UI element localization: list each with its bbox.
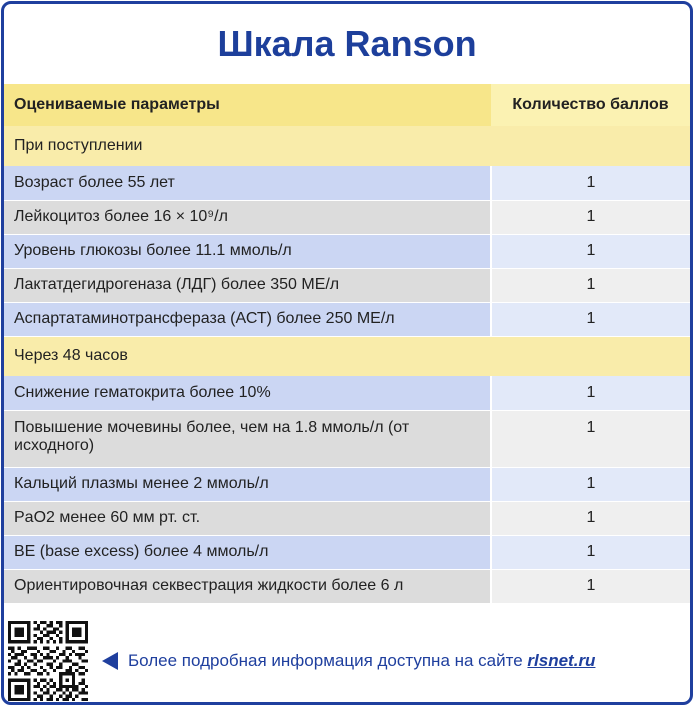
section-label: При поступлении [4, 126, 690, 166]
table-row [4, 268, 690, 302]
table-row [4, 501, 690, 535]
score-cell: 1 [491, 410, 690, 467]
footer-text [128, 651, 595, 671]
score-cell: 1 [491, 376, 690, 410]
param-cell: Аспартатаминотрансфераза (АСТ) более 250 МЕ/л [4, 302, 491, 336]
param-cell: Лактатдегидрогеназа (ЛДГ) более 350 МЕ/л [4, 268, 491, 302]
section-row [4, 336, 690, 376]
score-cell: 1 [491, 535, 690, 569]
ranson-card [1, 1, 693, 705]
param-cell: Повышение мочевины более, чем на 1.8 ммоль/л (от исходного) [4, 410, 491, 467]
table-header-row [4, 84, 690, 126]
param-cell: Лейкоцитоз более 16 × 10⁹/л [4, 200, 491, 234]
table-row [4, 166, 690, 200]
qr-code-icon[interactable] [8, 621, 88, 701]
param-cell: Уровень глюкозы более 11.1 ммоль/л [4, 234, 491, 268]
score-cell: 1 [491, 569, 690, 603]
param-cell: Снижение гематокрита более 10% [4, 376, 491, 410]
param-cell: PaO2 менее 60 мм рт. ст. [4, 501, 491, 535]
param-cell: Ориентировочная секвестрация жидкости более 6 л [4, 569, 491, 603]
site-link[interactable]: rlsnet.ru [527, 651, 596, 670]
table-row [4, 376, 690, 410]
arrow-left-icon [102, 652, 118, 670]
score-cell: 1 [491, 467, 690, 501]
score-cell: 1 [491, 302, 690, 336]
ranson-table [4, 84, 690, 604]
table-row [4, 535, 690, 569]
table-row [4, 234, 690, 268]
table-row [4, 410, 690, 467]
score-cell: 1 [491, 166, 690, 200]
footer-message: Более подробная информация доступна на сайте [128, 651, 523, 670]
score-cell: 1 [491, 268, 690, 302]
table-row [4, 569, 690, 603]
page-title: Шкала Ranson [217, 23, 477, 64]
score-cell: 1 [491, 200, 690, 234]
table-row [4, 200, 690, 234]
header-param: Оцениваемые параметры [4, 84, 491, 126]
score-cell: 1 [491, 234, 690, 268]
header-score: Количество баллов [491, 84, 690, 126]
table-row [4, 467, 690, 501]
param-cell: Возраст более 55 лет [4, 166, 491, 200]
param-cell: BE (base excess) более 4 ммоль/л [4, 535, 491, 569]
table-row [4, 302, 690, 336]
footer [4, 618, 690, 704]
score-cell: 1 [491, 501, 690, 535]
section-label: Через 48 часов [4, 336, 690, 376]
section-row [4, 126, 690, 166]
param-cell: Кальций плазмы менее 2 ммоль/л [4, 467, 491, 501]
